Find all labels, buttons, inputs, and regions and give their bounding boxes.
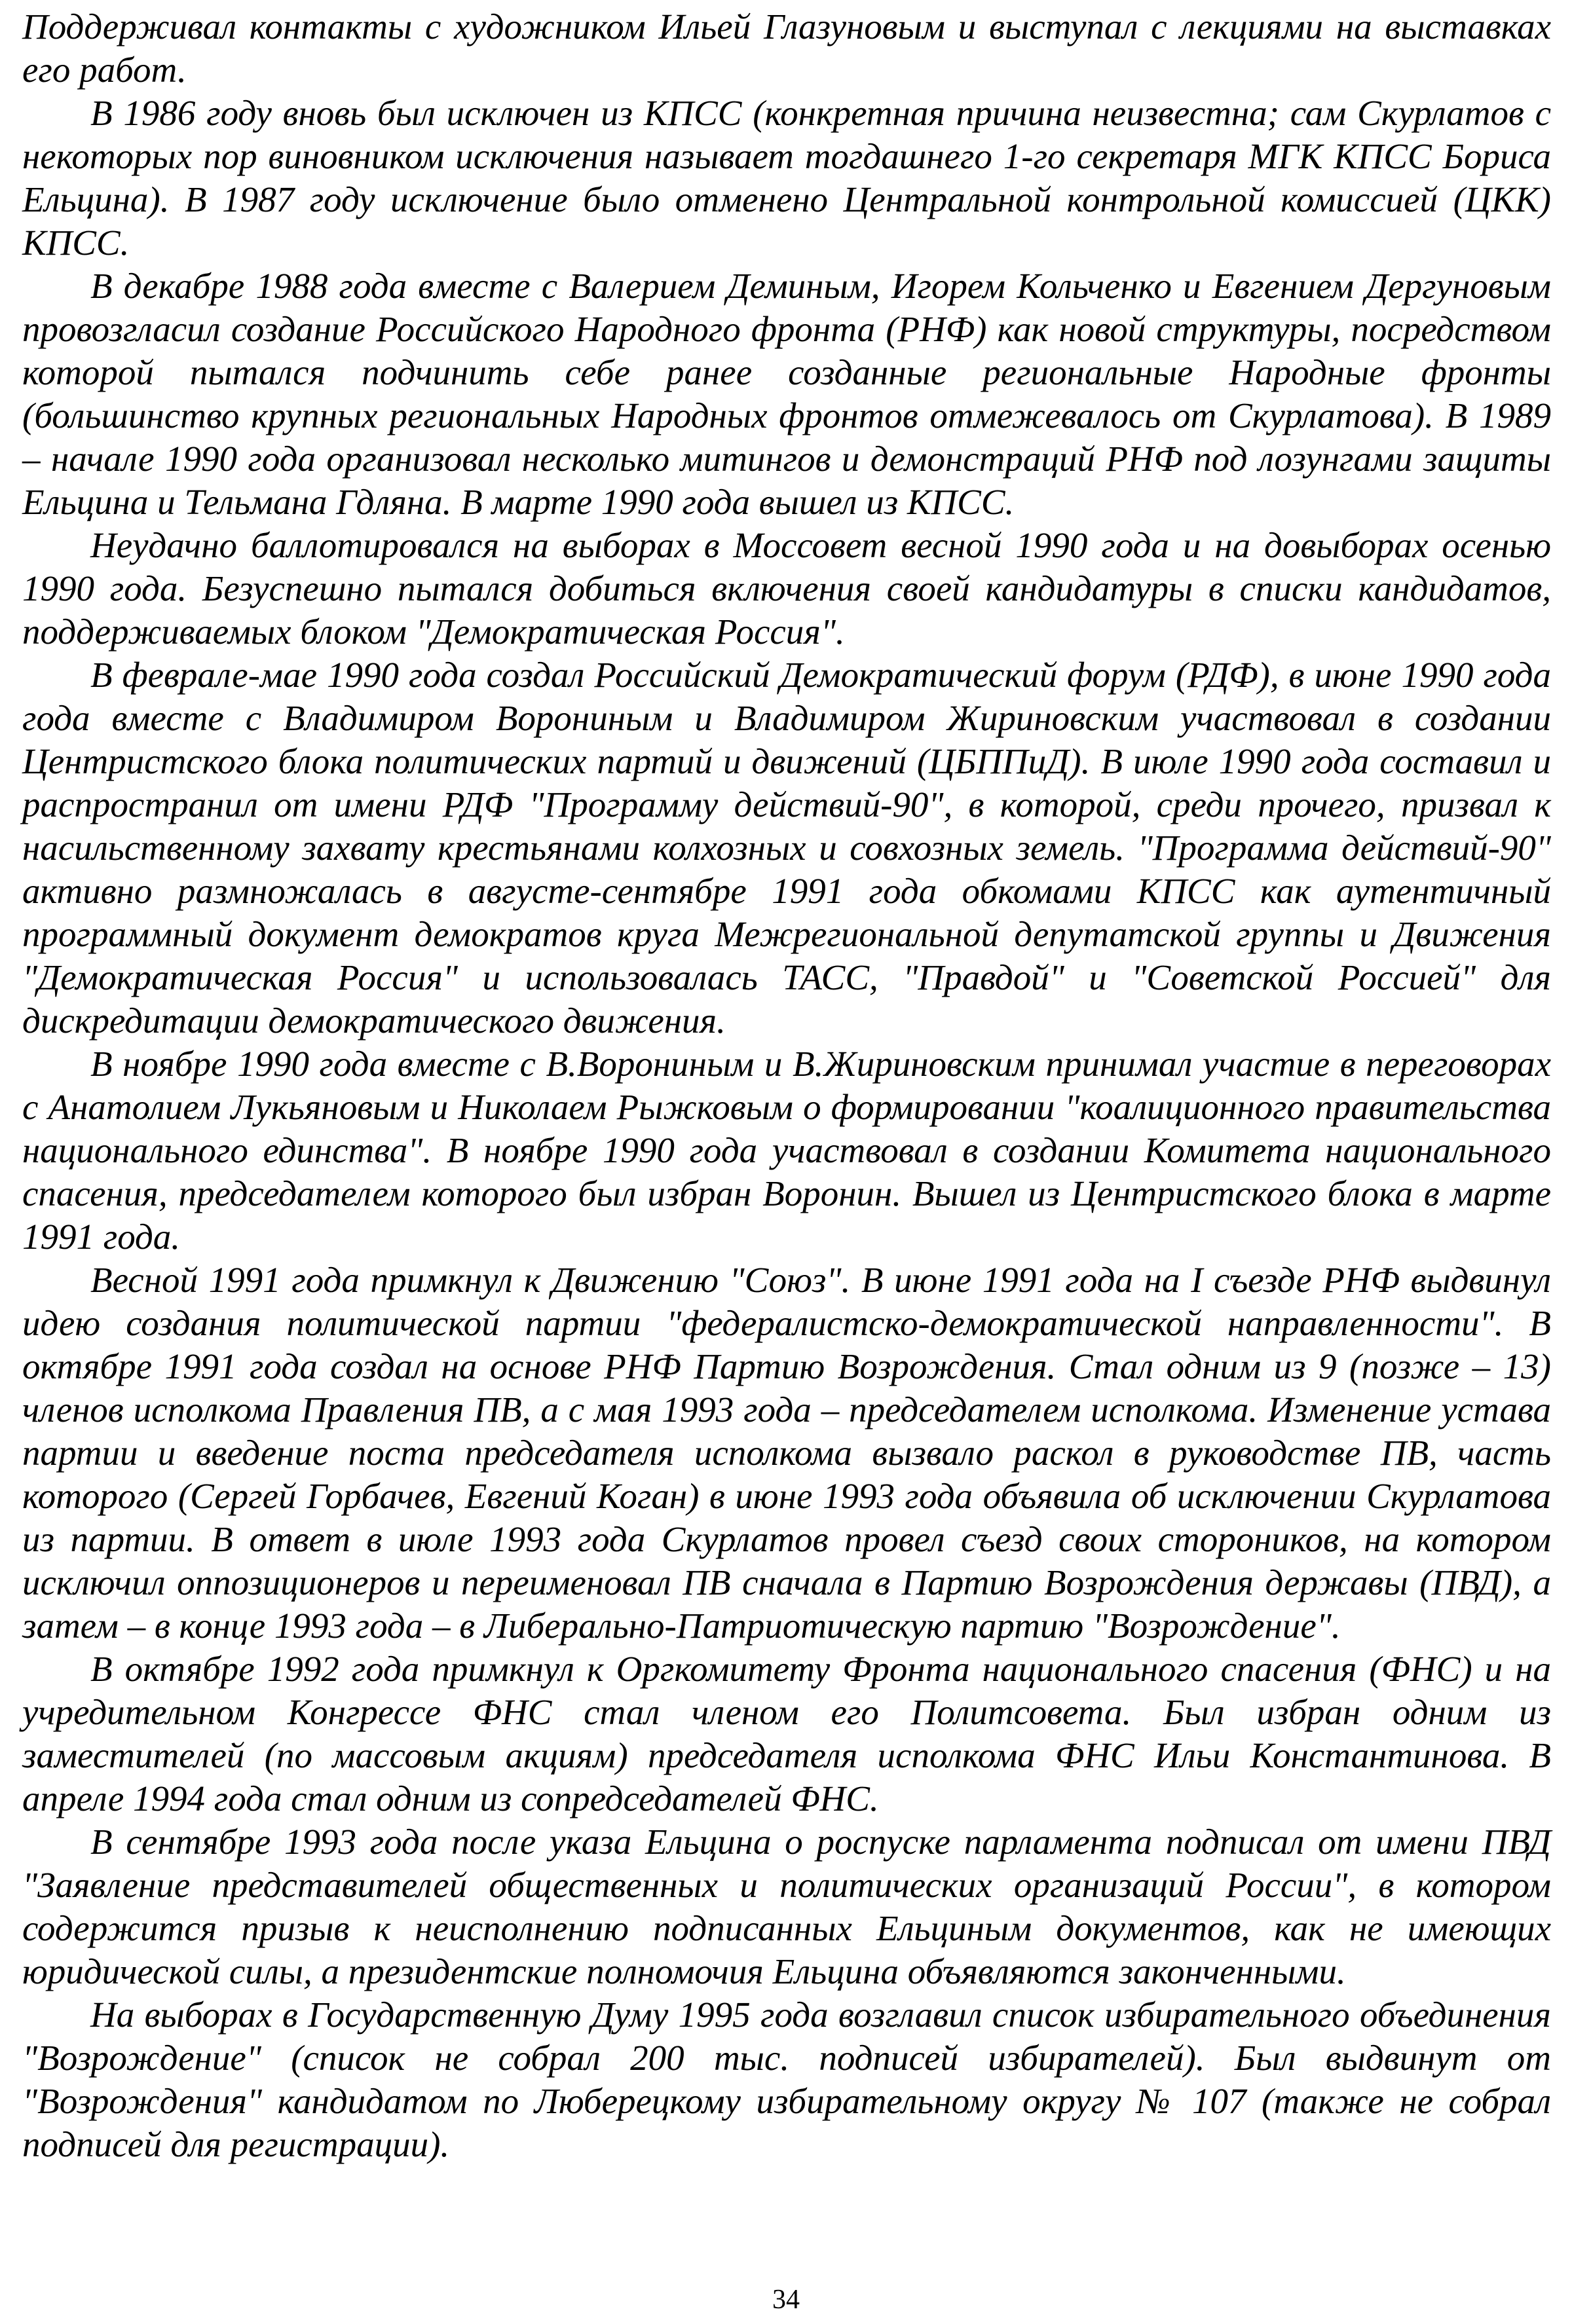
paragraph: На выборах в Государственную Думу 1995 года возглавил список избирательного объединения "Возрождение" (список не собрал 200 тыс. подписей избирателей). Был выдвинут от "Возрождения" кандидатом по Люберецкому избирательному округу № 107 (также не собрал подписей для регистрации).	[22, 1995, 1551, 2164]
paragraph: Неудачно баллотировался на выборах в Моссовет весной 1990 года и на довыборах осенью 1990 года. Безуспешно пытался добиться включения своей кандидатуры в списки кандидатов, поддерживаемых блоком "Демократическая Россия".	[22, 525, 1551, 652]
paragraph: В октябре 1992 года примкнул к Оргкомитету Фронта национального спасения (ФНС) и на учредительном Конгрессе ФНС стал членом его Политсовета. Был избран одним из заместителей (по массовым акциям) председателя исполкома ФНС Ильи Константинова. В апреле 1994 года стал одним из сопредседателей ФНС.	[22, 1649, 1551, 1818]
paragraph: Поддерживал контакты с художником Ильей Глазуновым и выступал с лекциями на выставках его работ.	[22, 7, 1551, 90]
page-number: 34	[772, 2285, 800, 2315]
paragraph: В сентябре 1993 года после указа Ельцина о роспуске парламента подписал от имени ПВД "Заявление представителей общественных и политических организаций России", в котором содержится призыв к неисполнению подписанных Ельциным документов, как не имеющих юридической силы, а президентские полномочия Ельцина объявляются законченными.	[22, 1822, 1551, 1991]
paragraph: В ноябре 1990 года вместе с В.Ворониным и В.Жириновским принимал участие в переговорах с Анатолием Лукьяновым и Николаем Рыжковым о формировании "коалиционного правительства национального единства". В ноябре 1990 года участвовал в создании Комитета национального спасения, председателем которого был избран Воронин. Вышел из Центристского блока в марте 1991 года.	[22, 1044, 1551, 1257]
paragraph: Весной 1991 года примкнул к Движению "Союз". В июне 1991 года на I съезде РНФ выдвинул идею создания политической партии "федералистско-демократической направленности". В октябре 1991 года создал на основе РНФ Партию Возрождения. Стал одним из 9 (позже – 13) членов исполкома Правления ПВ, а с мая 1993 года – председателем исполкома. Изменение устава партии и введение поста председателя исполкома вызвало раскол в руководстве ПВ, часть которого (Сергей Горбачев, Евгений Коган) в июне 1993 года объявила об исключении Скурлатова из партии. В ответ в июле 1993 года Скурлатов провел съезд своих стороников, на котором исключил оппозиционеров и переименовал ПВ сначала в Партию Возрождения державы (ПВД), а затем – в конце 1993 года – в Либерально-Патриотическую партию "Возрождение".	[22, 1260, 1551, 1646]
paragraph: В 1986 году вновь был исключен из КПСС (конкретная причина неизвестна; сам Скурлатов с некоторых пор виновником исключения называет тогдашнего 1-го секретаря МГК КПСС Бориса Ельцина). В 1987 году исключение было отменено Центральной контрольной комиссией (ЦКК) КПСС.	[22, 93, 1551, 263]
paragraph: В декабре 1988 года вместе с Валерием Деминым, Игорем Кольченко и Евгением Дергуновым провозгласил создание Российского Народного фронта (РНФ) как новой структуры, посредством которой пытался подчинить себе ранее созданные региональные Народные фронты (большинство крупных региональных Народных фронтов отмежевалось от Скурлатова). В 1989 – начале 1990 года организовал несколько митингов и демонстраций РНФ под лозунгами защиты Ельцина и Тельмана Гдляна. В марте 1990 года вышел из КПСС.	[22, 266, 1551, 522]
paragraph: В феврале-мае 1990 года создал Российский Демократический форум (РДФ), в июне 1990 года года вместе с Владимиром Ворониным и Владимиром Жириновским участвовал в создании Центристского блока политических партий и движений (ЦБППиД). В июле 1990 года составил и распространил от имени РДФ "Программу действий-90", в которой, среди прочего, призвал к насильственному захвату крестьянами колхозных и совхозных земель. "Программа действий-90" активно размножалась в августе-сентябре 1991 года обкомами КПСС как аутентичный программный документ демократов круга Межрегиональной депутатской группы и Движения "Демократическая Россия" и использовалась ТАСС, "Правдой" и "Советской Россией" для дискредитации демократического движения.	[22, 655, 1551, 1041]
